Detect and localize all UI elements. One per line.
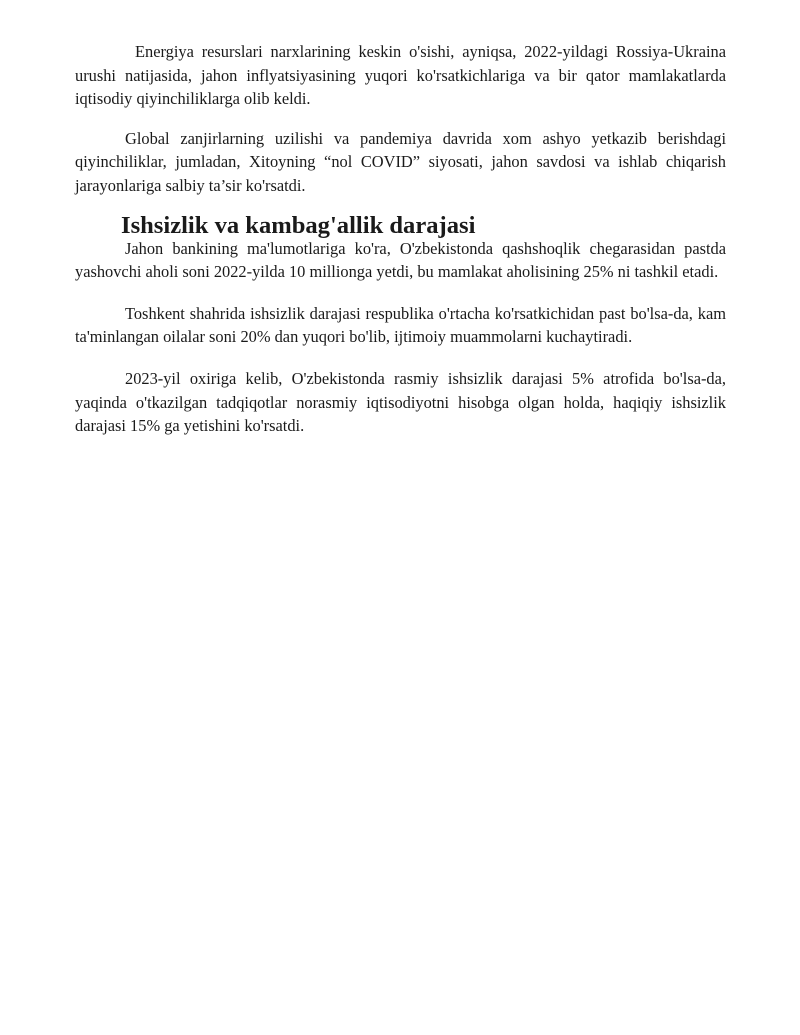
document-page bbox=[75, 40, 726, 438]
section-heading: Ishsizlik va kambag'allik darajasi bbox=[121, 211, 476, 239]
paragraph-supply-chains: Global zanjirlarning uzilishi va pandemiya davrida xom ashyo yetkazib berishdagi qiyinchiliklar, jumladan, Xitoyning “nol COVID” siyosati, jahon savdosi va ishlab chiqarish jarayonlariga salbiy ta’sir ko'rsatdi. bbox=[75, 128, 726, 195]
paragraph-energy-prices: Energiya resurslari narxlarining keskin o'sishi, ayniqsa, 2022-yildagi Rossiya-Ukraina urushi natijasida, jahon inflyatsiyasining yuqori ko'rsatkichlariga va bir qator mamlakatlarda iqtisodiy qiyinchiliklarga olib keldi. bbox=[75, 42, 726, 109]
paragraph-official-unemployment: 2023-yil oxiriga kelib, O'zbekistonda rasmiy ishsizlik darajasi 5% atrofida bo'lsa-da, yaqinda o'tkazilgan tadqiqotlar norasmiy iqtisodiyotni hisobga olgan holda, haqiqiy ishsizlik darajasi 15% ga yetishini ko'rsatdi. bbox=[75, 368, 726, 436]
paragraph-tashkent-unemployment: Toshkent shahrida ishsizlik darajasi respublika o'rtacha ko'rsatkichidan past bo'lsa-da, kam ta'minlangan oilalar soni 20% dan yuqori bo'lib, ijtimoiy muammolarni kuchaytiradi. bbox=[75, 303, 726, 347]
paragraph-poverty: Jahon bankining ma'lumotlariga ko'ra, O'zbekistonda qashshoqlik chegarasidan pastda yashovchi aholi soni 2022-yilda 10 millionga yetdi, bu mamlakat aholisining 25% ni tashkil etadi. bbox=[75, 238, 726, 282]
